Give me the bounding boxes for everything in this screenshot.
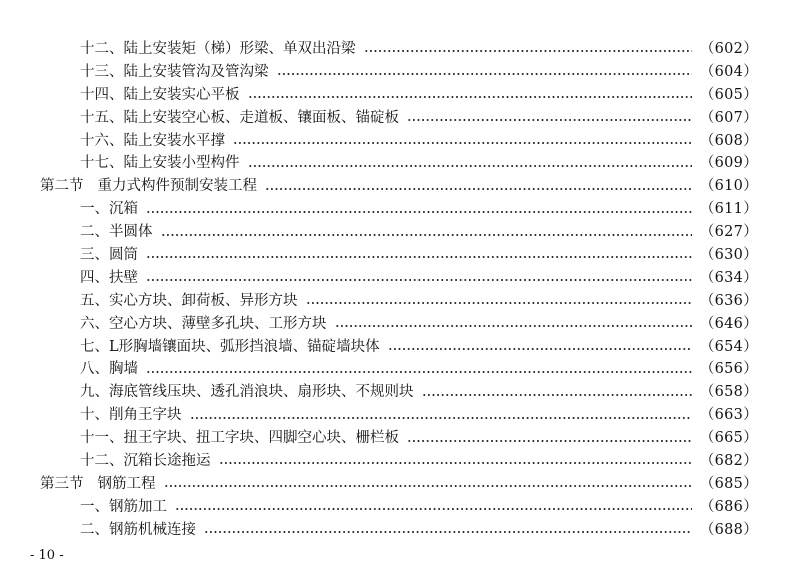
dot-leader bbox=[146, 371, 692, 373]
dot-leader bbox=[233, 142, 692, 144]
toc-section-title: 重力式构件预制安装工程 bbox=[97, 178, 257, 195]
toc-entry[interactable] bbox=[0, 427, 790, 450]
toc-entry[interactable] bbox=[0, 130, 790, 153]
section-number: 第二节 bbox=[40, 178, 84, 195]
toc-entry-page: （604） bbox=[699, 63, 758, 80]
toc-entry[interactable] bbox=[0, 290, 790, 313]
dot-leader bbox=[407, 119, 692, 121]
toc-entry-title: 十七、陆上安装小型构件 bbox=[80, 155, 240, 172]
page-number: - 10 - bbox=[30, 548, 64, 563]
toc-entry-title: 二、钢筋机械连接 bbox=[80, 521, 196, 538]
toc-entry-title: 六、空心方块、薄壁多孔块、工形方块 bbox=[80, 315, 327, 332]
toc-entry-page: （602） bbox=[699, 41, 758, 57]
toc-entry-title: 十三、陆上安装管沟及管沟梁 bbox=[80, 63, 269, 80]
toc-entry[interactable] bbox=[0, 404, 790, 427]
dot-leader bbox=[175, 508, 692, 510]
toc-entry-page: （634） bbox=[699, 269, 758, 286]
toc-entry[interactable] bbox=[0, 381, 790, 404]
toc-entry-title: 三、圆筒 bbox=[80, 247, 138, 264]
dot-leader bbox=[146, 211, 692, 213]
dot-leader bbox=[407, 440, 692, 442]
dot-leader bbox=[248, 96, 693, 98]
toc-entry-title: 一、钢筋加工 bbox=[80, 498, 167, 515]
toc-entry-page: （608） bbox=[699, 132, 758, 149]
dot-leader bbox=[335, 325, 693, 327]
toc-entry[interactable] bbox=[0, 336, 790, 359]
toc-entry-page: （656） bbox=[699, 361, 758, 378]
toc-entry-title: 十五、陆上安装空心板、走道板、镶面板、锚碇板 bbox=[80, 109, 399, 126]
toc-entry-title: 十二、沉箱长途拖运 bbox=[80, 453, 211, 470]
toc-entry-title: 九、海底管线压块、透孔消浪块、扇形块、不规则块 bbox=[80, 384, 414, 401]
toc-entry-page: （636） bbox=[699, 292, 758, 309]
toc-entry-page: （609） bbox=[699, 155, 758, 172]
toc-entry-page: （646） bbox=[699, 315, 758, 332]
toc-entry-page: （610） bbox=[699, 178, 758, 195]
toc-entry-page: （627） bbox=[699, 224, 758, 241]
toc-entry-title: 五、实心方块、卸荷板、异形方块 bbox=[80, 292, 298, 309]
toc-entry-title: 一、沉箱 bbox=[80, 201, 138, 218]
toc-entry[interactable] bbox=[0, 221, 790, 244]
toc-entry-title: 十一、扭王字块、扭工字块、四脚空心块、栅栏板 bbox=[80, 430, 399, 447]
toc-entry-page: （665） bbox=[699, 430, 758, 447]
toc-entry-page: （688） bbox=[699, 521, 758, 538]
toc-entry-title: 七、L形胸墙镶面块、弧形挡浪墙、锚碇墙块体 bbox=[80, 338, 380, 355]
toc-entry-page: （663） bbox=[699, 407, 758, 424]
toc-entry[interactable] bbox=[0, 313, 790, 336]
dot-leader bbox=[161, 234, 693, 236]
dot-leader bbox=[265, 188, 692, 190]
toc-entry-title: 十二、陆上安装矩（梯）形梁、单双出沿梁 bbox=[80, 41, 356, 57]
dot-leader bbox=[146, 279, 692, 281]
dot-leader bbox=[190, 417, 693, 419]
toc-section-entry[interactable] bbox=[0, 175, 790, 198]
toc-entry-page: （682） bbox=[699, 453, 758, 470]
dot-leader bbox=[388, 348, 692, 350]
dot-leader bbox=[277, 73, 693, 75]
toc-entry[interactable] bbox=[0, 152, 790, 175]
table-of-contents bbox=[0, 38, 790, 542]
toc-entry[interactable] bbox=[0, 198, 790, 221]
toc-entry[interactable] bbox=[0, 496, 790, 519]
toc-entry[interactable] bbox=[0, 107, 790, 130]
toc-entry[interactable] bbox=[0, 358, 790, 381]
toc-entry[interactable] bbox=[0, 267, 790, 290]
toc-entry-page: （605） bbox=[699, 86, 758, 103]
toc-entry[interactable] bbox=[0, 450, 790, 473]
toc-entry[interactable] bbox=[0, 519, 790, 542]
dot-leader bbox=[364, 50, 693, 52]
toc-entry-title: 四、扶壁 bbox=[80, 269, 138, 286]
toc-entry[interactable] bbox=[0, 38, 790, 61]
toc-entry-page: （607） bbox=[699, 109, 758, 126]
toc-entry-page: （654） bbox=[699, 338, 758, 355]
toc-entry-page: （686） bbox=[699, 498, 758, 515]
dot-leader bbox=[248, 165, 693, 167]
dot-leader bbox=[146, 256, 692, 258]
section-number: 第三节 bbox=[40, 475, 84, 492]
toc-entry[interactable] bbox=[0, 61, 790, 84]
toc-entry[interactable] bbox=[0, 244, 790, 267]
toc-entry-title: 十四、陆上安装实心平板 bbox=[80, 86, 240, 103]
dot-leader bbox=[422, 394, 693, 396]
toc-entry-page: （611） bbox=[699, 201, 758, 218]
dot-leader bbox=[204, 531, 692, 533]
toc-entry-page: （685） bbox=[699, 475, 758, 492]
toc-section-entry[interactable] bbox=[0, 473, 790, 496]
toc-entry-page: （630） bbox=[699, 247, 758, 264]
toc-section-title: 钢筋工程 bbox=[97, 475, 156, 492]
toc-entry[interactable] bbox=[0, 84, 790, 107]
dot-leader bbox=[306, 302, 693, 304]
dot-leader bbox=[219, 462, 693, 464]
dot-leader bbox=[164, 485, 693, 487]
toc-entry-title: 十、削角王字块 bbox=[80, 407, 182, 424]
toc-entry-title: 十六、陆上安装水平撑 bbox=[80, 132, 225, 149]
toc-entry-title: 八、胸墙 bbox=[80, 361, 138, 378]
toc-entry-page: （658） bbox=[699, 384, 758, 401]
toc-entry-title: 二、半圆体 bbox=[80, 224, 153, 241]
